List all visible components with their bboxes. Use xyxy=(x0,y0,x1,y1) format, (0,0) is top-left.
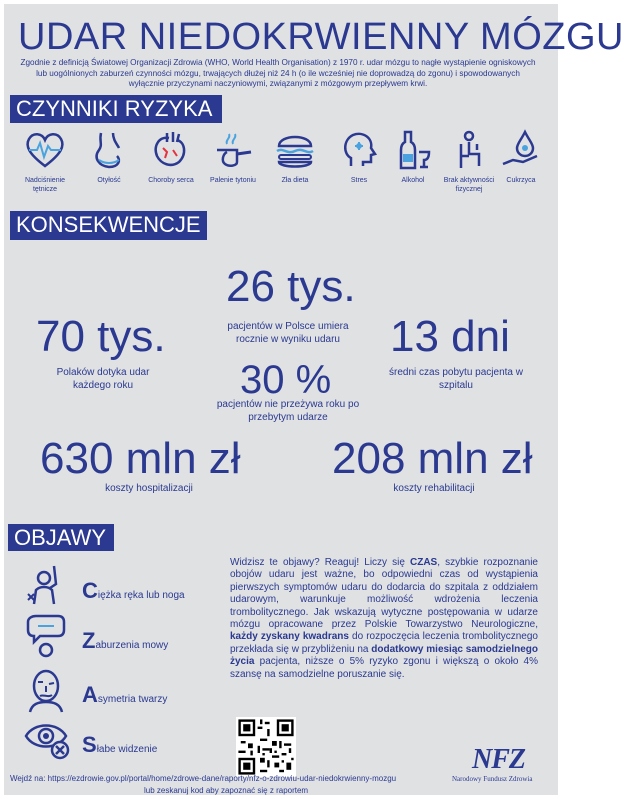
burger-icon xyxy=(273,130,317,170)
symptom-letter: Z xyxy=(82,628,96,653)
risk-item xyxy=(14,130,76,194)
symptom-label xyxy=(82,732,157,758)
eye-cross-icon xyxy=(24,718,72,762)
symptom-letter: S xyxy=(82,732,97,757)
risk-label: Alkohol xyxy=(401,177,425,184)
risk-label: Nadciśnienie tętnicze xyxy=(24,177,66,193)
risk-label: Stres xyxy=(350,177,368,184)
belly-icon xyxy=(87,130,131,170)
desc-part: do rozpoczęcia leczenia trombolitycznego przekłada się w przybliżeniu na xyxy=(230,631,538,655)
desc-part: pacjenta, niższe o 5% ryzyko zgonu i większą o około 4% szansę na samodzielne poruszanie się. xyxy=(230,656,538,680)
symptom-rest: symetria twarzy xyxy=(97,694,168,705)
stat-mortality-number: 30 % xyxy=(240,358,332,402)
risk-item xyxy=(78,130,140,185)
risk-label: Choroby serca xyxy=(148,177,194,184)
risk-item xyxy=(202,130,264,185)
stat-stay-number: 13 dni xyxy=(390,312,510,361)
raised-arm-icon xyxy=(24,564,68,608)
risk-label: Cukrzyca xyxy=(506,177,536,184)
risk-item xyxy=(382,130,444,185)
desc-emphasis-quarter: każdy zyskany kwadrans xyxy=(230,631,349,643)
nfz-logo-subtitle: Narodowy Fundusz Zdrowia xyxy=(452,775,533,783)
symptoms-description xyxy=(230,557,538,681)
stat-incidence-text: Polaków dotyka udar każdego roku xyxy=(56,367,150,391)
stat-deaths-text: pacjentów w Polsce umiera rocznie w wyniku udaru xyxy=(227,321,349,345)
intro-text: Zgodnie z definicją Światowej Organizacji Zdrowia (WHO, World Health Organisation) z 1970 r. udar mózgu to nagłe wystąpienie ogniskowych lub uogólnionych zaburzeń czynności mózgu, trwających dłużej niż 24 h (o ile wcześniej nie doprowadzą do zgonu) i spowodowanych wyłącznie przyczynami naczyniowymi, związanymi z mózgowym przepływem krwi. xyxy=(20,58,536,88)
stat-hospital-cost-text: koszty hospitalizacji xyxy=(105,483,193,494)
infographic-page xyxy=(4,4,624,795)
risk-item xyxy=(490,130,552,185)
desc-part: , szybkie rozpoznanie obojów udaru jest ważne, bo odpowiedni czas od wystąpienia pierwszych symptomów udaru do dodarcia do szpitala z oddziałem udarowym, warunkuje możliwość wdrożenia leczenia trombolitycznego. Jak wskazują wytyczne postępowania w udarze mózgu opracowane przez Polskie Towarzystwo Neurologiczne, xyxy=(230,557,538,631)
risk-item xyxy=(140,130,202,185)
risk-factors-heading: CZYNNIKI RYZYKA xyxy=(10,95,222,123)
stat-hospital-cost-number: 630 mln zł xyxy=(40,434,241,483)
risk-label: Palenie tytoniu xyxy=(210,177,256,184)
stat-stay-text: średni czas pobytu pacjenta w szpitalu xyxy=(389,367,523,391)
symptom-letter: A xyxy=(82,682,98,707)
face-icon xyxy=(24,668,68,712)
stat-deaths-number: 26 tys. xyxy=(226,262,356,311)
symptom-label xyxy=(82,682,167,708)
symptoms-heading: OBJAWY xyxy=(8,524,114,551)
footer-link[interactable]: Wejdź na: https://ezdrowie.gov.pl/portal/home/zdrowe-dane/raporty/nfz-o-zdrowiu-udar-niedokrwienny-mozgu xyxy=(10,774,397,783)
bottle-glass-icon xyxy=(391,130,435,170)
footer-note: lub zeskanuj kod aby zapoznać się z raportem xyxy=(144,786,309,795)
desc-emphasis-time: CZAS xyxy=(409,557,438,568)
symptom-item xyxy=(24,614,224,658)
symptom-item xyxy=(24,564,224,608)
stat-incidence-number: 70 tys. xyxy=(36,312,166,361)
symptom-rest: aburzenia mowy xyxy=(95,640,169,651)
symptom-item xyxy=(24,718,224,762)
stat-rehab-cost-text: koszty rehabilitacji xyxy=(393,483,475,494)
pipe-icon xyxy=(211,130,255,170)
qr-code[interactable] xyxy=(236,717,296,777)
symptom-rest: łabe widzenie xyxy=(96,744,158,755)
heart-pulse-icon xyxy=(23,130,67,170)
symptom-label xyxy=(82,628,168,654)
sitting-person-icon xyxy=(447,130,491,170)
stat-mortality-text: pacjentów nie przeżywa roku po przebytym udarze xyxy=(216,399,360,423)
symptom-rest: iężka ręka lub noga xyxy=(97,590,185,601)
risk-item xyxy=(264,130,326,185)
risk-label: Zła dieta xyxy=(281,177,309,184)
symptom-letter: C xyxy=(82,578,98,603)
page-title: UDAR NIEDOKRWIENNY MÓZGU xyxy=(18,16,624,58)
risk-label: Otyłość xyxy=(97,177,121,184)
desc-emphasis-month: dodatkowy miesiąc samodzielnego życia xyxy=(230,643,538,668)
symptom-item xyxy=(24,668,224,712)
desc-part: Widzisz te objawy? Reaguj! Liczy się xyxy=(230,557,410,568)
speech-bubble-icon xyxy=(24,614,68,658)
symptom-label xyxy=(82,578,185,604)
heart-organ-icon xyxy=(149,130,193,170)
risk-item xyxy=(328,130,390,185)
nfz-logo: NFZ xyxy=(472,744,525,775)
stat-rehab-cost-number: 208 mln zł xyxy=(332,434,533,483)
consequences-heading: KONSEKWENCJE xyxy=(10,211,207,240)
head-stress-icon xyxy=(337,130,381,170)
risk-label: Brak aktywności fizycznej xyxy=(443,177,495,193)
drop-hand-icon xyxy=(499,130,543,170)
